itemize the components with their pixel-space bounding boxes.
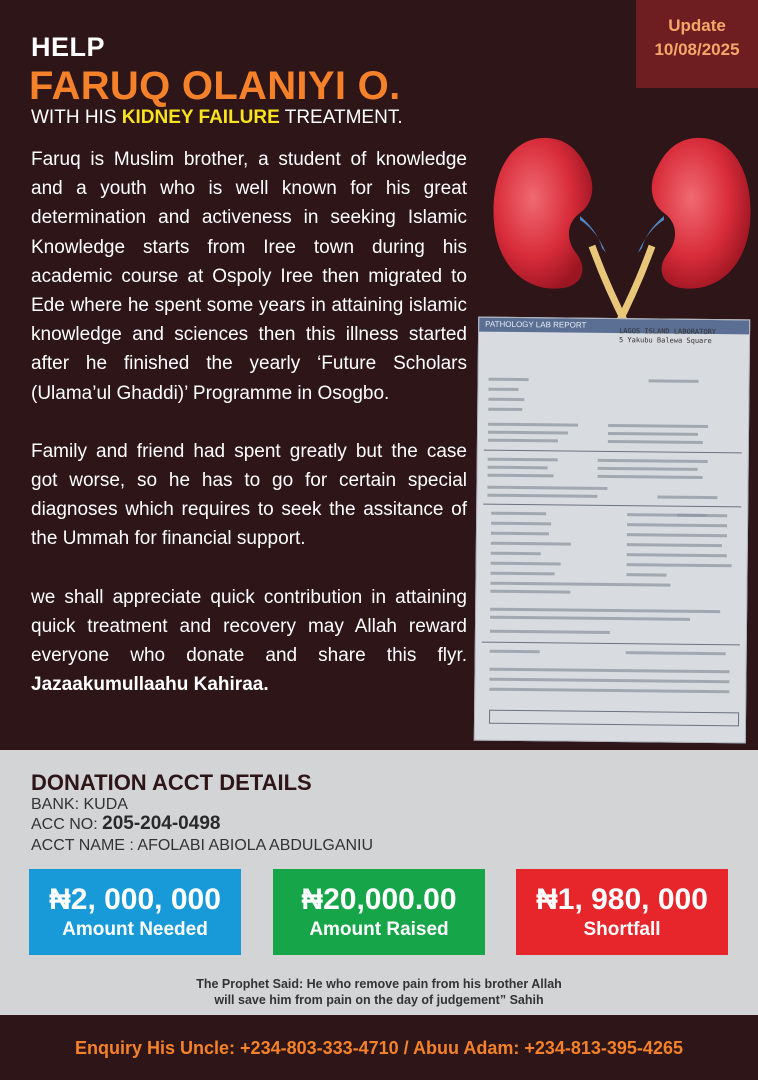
account-number-line — [31, 813, 220, 835]
prophet-quote — [0, 976, 758, 1008]
bank-label: BANK: — [31, 796, 80, 813]
report-lab-address: 5 Yakubu Balewa Square — [618, 336, 712, 346]
report-lab-name: LAGOS ISLAND LABORATORY — [619, 327, 717, 337]
donation-section — [0, 750, 758, 1015]
update-label: Update — [668, 16, 726, 35]
account-number-label: ACC NO: — [31, 816, 98, 833]
amount-raised-value: ₦20,000.00 — [301, 883, 457, 916]
treatment-line — [31, 107, 403, 129]
amount-raised-label: Amount Raised — [309, 919, 449, 940]
story-closing: Jazaakumullaahu Kahiraa. — [31, 674, 269, 696]
amount-needed-value: ₦2, 000, 000 — [49, 883, 221, 916]
account-name: AFOLABI ABIOLA ABDULGANIU — [137, 837, 374, 854]
bank-name: KUDA — [83, 796, 128, 813]
help-heading: HELP — [31, 32, 106, 62]
lab-report-image — [474, 317, 750, 744]
report-header: PATHOLOGY LAB REPORT — [479, 318, 749, 335]
shortfall-value: ₦1, 980, 000 — [536, 883, 708, 916]
donation-title: DONATION ACCT DETAILS — [31, 770, 312, 795]
enquiry-footer — [0, 1015, 758, 1080]
report-lab — [619, 327, 716, 346]
story-paragraph-2: Family and friend had spent greatly but the case got worse, so he has to go for certain special diagnoses which requires to seek the assitance of the Ummah for financial support. — [31, 440, 467, 550]
patient-name: FARUQ OLANIYI O. — [29, 64, 401, 108]
story-paragraph-3 — [31, 583, 467, 700]
account-number: 205-204-0498 — [102, 813, 221, 834]
update-date: 10/08/2025 — [654, 40, 740, 59]
shortfall-label: Shortfall — [583, 919, 661, 940]
treatment-highlight: KIDNEY FAILURE — [121, 107, 280, 128]
account-name-label: ACCT NAME : — [31, 837, 134, 854]
account-name-line — [31, 837, 373, 855]
story-paragraph-1: Faruq is Muslim brother, a student of knowledge and a youth who is well known for his great determination and activeness in seeking Islamic Knowledge starts from Iree town during his academic course at Ospoly Iree then migrated to Ede where he spent some years in attaining islamic knowledge and sciences then this illness started after he finished the yearly ‘Future Scholars (Ulama’ul Ghaddi)’ Programme in Osogbo. — [31, 149, 467, 404]
story-text — [31, 145, 467, 728]
right-kidney-icon — [652, 138, 751, 289]
bank-line — [31, 796, 128, 814]
amount-needed-card — [29, 869, 241, 955]
enquiry-contacts: Enquiry His Uncle: +234-803-333-4710 / Abuu Adam: +234-813-395-4265 — [75, 1038, 683, 1058]
kidneys-illustration — [488, 128, 758, 328]
story-paragraph-3-text: we shall appreciate quick contribution in attaining quick treatment and recovery may Allah reward everyone who donate and share this flyr. — [31, 586, 467, 667]
quote-line-1: The Prophet Said: He who remove pain from his brother Allah — [196, 977, 562, 991]
amount-needed-label: Amount Needed — [62, 919, 208, 940]
treatment-suffix: TREATMENT. — [284, 107, 403, 128]
left-kidney-icon — [493, 138, 592, 289]
quote-line-2: will save him from pain on the day of judgement” Sahih — [214, 993, 544, 1007]
treatment-prefix: WITH HIS — [31, 107, 117, 128]
shortfall-card — [516, 869, 728, 955]
amount-raised-card — [273, 869, 485, 955]
update-badge — [636, 0, 758, 88]
